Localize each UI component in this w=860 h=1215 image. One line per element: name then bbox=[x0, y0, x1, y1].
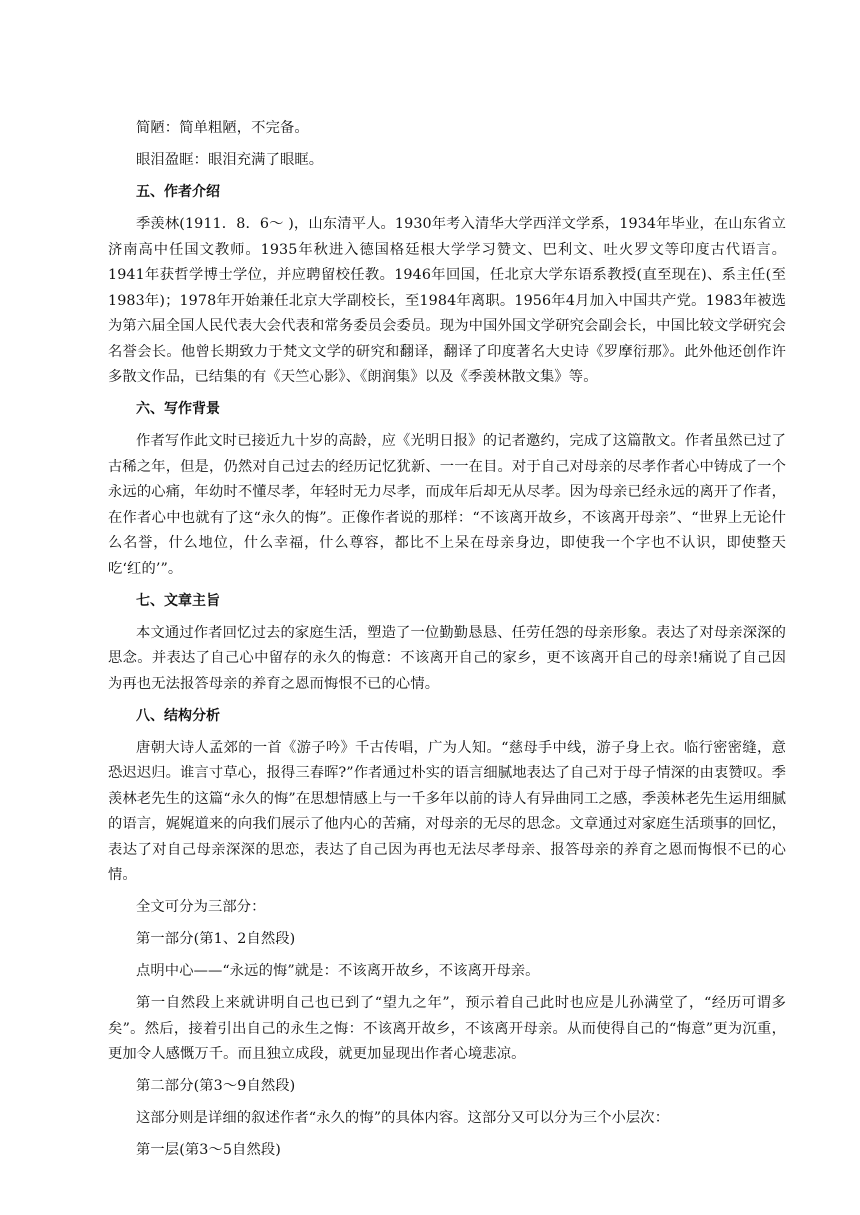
section-heading-structure: 八、结构分析 bbox=[136, 707, 220, 724]
theme-paragraph: 本文通过作者回忆过去的家庭生活，塑造了一位勤勤恳恳、任劳任怨的母亲形象。表达了对母亲深深的思念。并表达了自己心中留存的永久的悔意：不该离开自己的家乡，更不该离开自己的母亲!痛说了自己因为再也无法报答母亲的养育之恩而悔恨不已的心情。 bbox=[108, 624, 786, 692]
vocab-entry-jianlou: 简陋：简单粗陋，不完备。 bbox=[136, 120, 309, 136]
structure-paragraph: 唐朝大诗人孟郊的一首《游子吟》千古传唱，广为人知。“慈母手中线，游子身上衣。临行密密缝，意恐迟迟归。谁言寸草心，报得三春晖?”作者通过朴实的语言细腻地表达了自己对于母子情深的由衷赞叹。季羡林老先生的这篇“永久的悔”在思想情感上与一千多年以前的诗人有异曲同工之感，季羡林老先生运用细腻的语言，娓娓道来的向我们展示了他内心的苦痛，对母亲的无尽的思念。文章通过对家庭生活琐事的回忆，表达了对自己母亲深深的思恋，表达了自己因为再也无法尽孝母亲、报答母亲的养育之恩而悔恨不已的心情。 bbox=[108, 739, 786, 883]
vocab-entry-yanleiyingkuang: 眼泪盈眶：眼泪充满了眼眶。 bbox=[136, 152, 324, 168]
structure-paragraph: 第一部分(第1、2自然段) bbox=[136, 931, 296, 947]
background-paragraph: 作者写作此文时已接近九十岁的高龄，应《光明日报》的记者邀约，完成了这篇散文。作者虽然已过了古稀之年，但是，仍然对自己过去的经历记忆犹新、一一在目。对于自己对母亲的尽孝作者心中铸成了一个永远的心痛，年幼时不懂尽孝，年轻时无力尽孝，而成年后却无从尽孝。因为母亲已经永远的离开了作者，在作者心中也就有了这“永久的悔”。正像作者说的那样：“不该离开故乡，不该离开母亲”、“世界上无论什么名誉，什么地位，什么幸福，什么尊容，都比不上呆在母亲身边，即使我一个字也不认识，即使整天吃‘红的’”。 bbox=[108, 433, 786, 577]
structure-paragraph: 这部分则是详细的叙述作者“永久的悔”的具体内容。这部分又可以分为三个小层次： bbox=[136, 1110, 670, 1126]
structure-paragraph: 点明中心——“永远的悔”就是：不该离开故乡，不该离开母亲。 bbox=[136, 963, 540, 979]
section-heading-background: 六、写作背景 bbox=[136, 401, 220, 417]
author-paragraph: 季羡林(1911．8．6～ )，山东清平人。1930年考入清华大学西洋文学系，1934年毕业，在山东省立济南高中任国文教师。1935年秋进入德国格廷根大学学习赞文、巴利文、吐火罗文等印度古代语言。1941年获哲学博士学位，并应聘留校任教。1946年回国，任北京大学东语系教授(直至现在)、系主任(至1983年)；1978年开始兼任北京大学副校长，至1984年离职。1956年4月加入中国共产党。1983年被选为第六届全国人民代表大会代表和常务委员会委员。现为中国外国文学研究会副会长，中国比较文学研究会名誉会长。他曾长期致力于梵文文学的研究和翻译，翻译了印度著名大史诗《罗摩衍那》。此外他还创作许多散文作品，已结集的有《天竺心影》、《朗润集》以及《季羡林散文集》等。 bbox=[108, 216, 786, 385]
structure-paragraph: 全文可分为三部分： bbox=[136, 899, 266, 915]
structure-paragraph: 第一自然段上来就讲明自己也已到了“望九之年”，预示着自己此时也应是儿孙满堂了，“经历可谓多矣”。然后，接着引出自己的永生之悔：不该离开故乡，不该离开母亲。从而使得自己的“悔意”更为沉重，更加令人感慨万千。而且独立成段，就更加显现出作者心境悲凉。 bbox=[108, 995, 786, 1062]
section-heading-author: 五、作者介绍 bbox=[136, 184, 220, 200]
document-page bbox=[108, 116, 786, 1170]
section-heading-theme: 七、文章主旨 bbox=[136, 592, 220, 609]
structure-paragraph: 第一层(第3～5自然段) bbox=[136, 1142, 281, 1158]
structure-paragraph: 第二部分(第3～9自然段) bbox=[136, 1078, 296, 1094]
